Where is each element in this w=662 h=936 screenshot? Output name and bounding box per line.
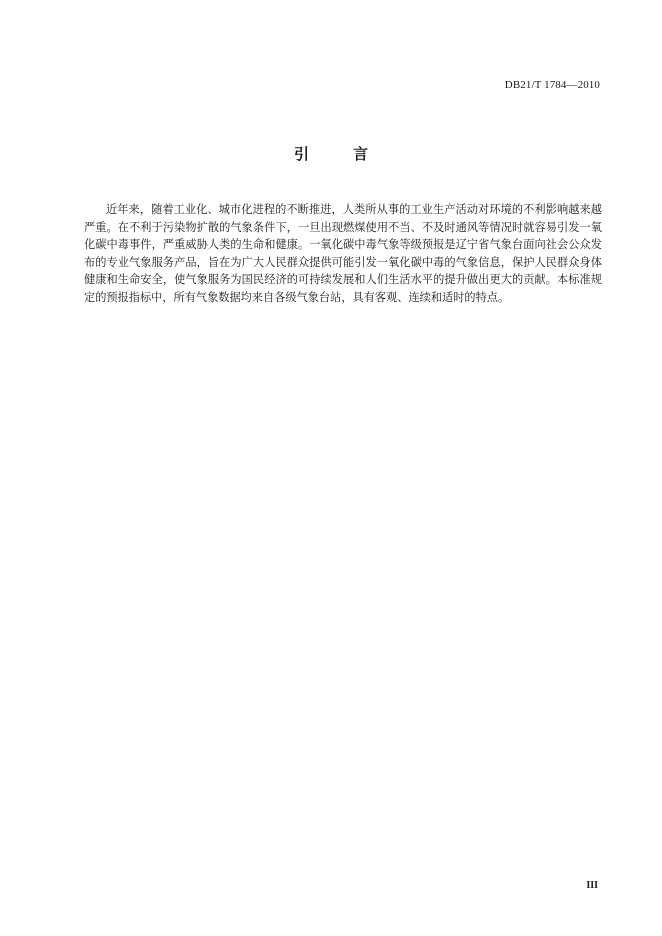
document-code: DB21/T 1784—2010 — [504, 79, 600, 91]
section-title-char-1: 引 — [293, 145, 309, 163]
introduction-paragraph: 近年来，随着工业化、城市化进程的不断推进，人类所从事的工业生产活动对环境的不利影响越来越严重。在不利于污染物扩散的气象条件下，一旦出现燃煤使用不当、不及时通风等情况时就容易引发一氧化碳中毒事件，严重威胁人类的生命和健康。一氧化碳中毒气象等级预报是辽宁省气象台面向社会公众发布的专业气象服务产品，旨在为广大人民群众提供可能引发一氧化碳中毒的气象信息，保护人民群众身体健康和生命安全，使气象服务为国民经济的可持续发展和人们生活水平的提升做出更大的贡献。本标准规定的预报指标中，所有气象数据均来自各级气象台站，具有客观、连续和适时的特点。 — [84, 203, 602, 304]
page-number: III — [586, 880, 598, 891]
section-title-char-2: 言 — [353, 145, 369, 163]
section-title — [0, 143, 662, 164]
